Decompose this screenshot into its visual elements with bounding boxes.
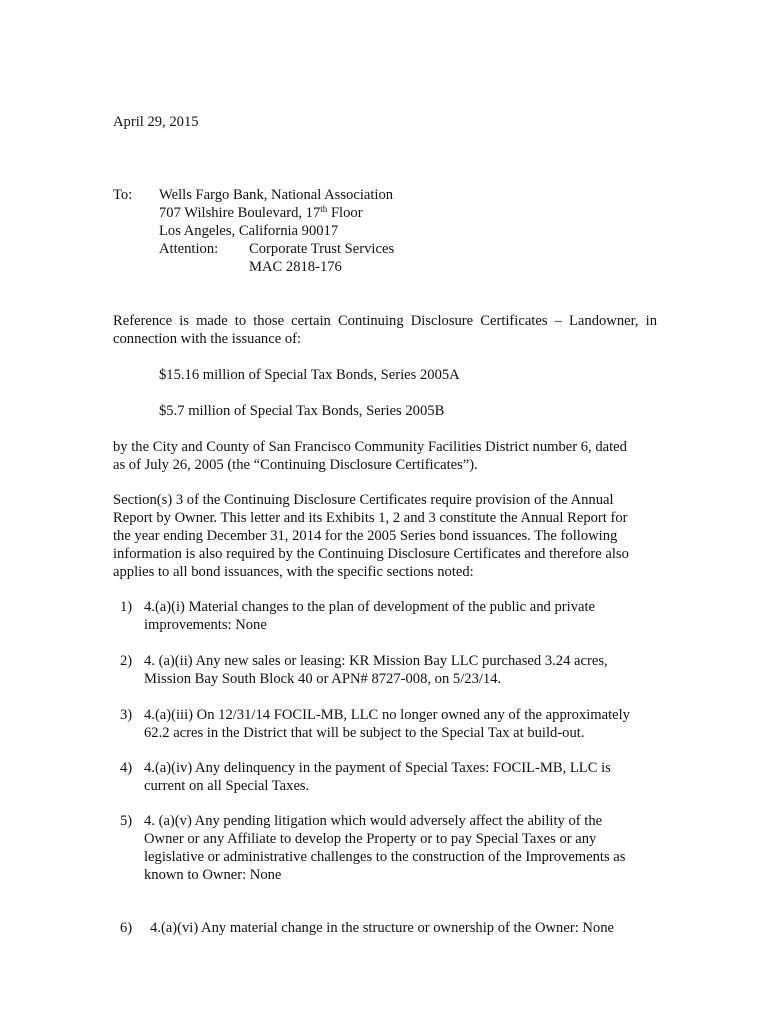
item-line: Mission Bay South Block 40 or APN# 8727-008, on 5/23/14. (144, 671, 502, 687)
attention-line-2: MAC 2818-176 (249, 259, 342, 275)
item-number: 1) (120, 599, 133, 615)
to-label: To: (113, 187, 133, 203)
attention-label: Attention: (159, 241, 219, 257)
item-line: 4.(a)(iii) On 12/31/14 FOCIL-MB, LLC no longer owned any of the approximately (144, 707, 630, 723)
item-number: 5) (120, 813, 133, 829)
district-paragraph-line-1: by the City and County of San Francisco Community Facilities District number 6, dated (113, 439, 627, 455)
item-line: 4. (a)(v) Any pending litigation which would adversely affect the ability of the (144, 813, 603, 829)
section-paragraph-line-4: information is also required by the Continuing Disclosure Certificates and therefore also (113, 546, 629, 562)
letter-date: April 29, 2015 (113, 114, 199, 130)
item-number: 6) (120, 920, 133, 936)
item-line: legislative or administrative challenges to the construction of the Improvements as (144, 849, 626, 865)
reference-paragraph: Reference is made to those certain Continuing Disclosure Certificates – Landowner, in connection with the issuance of: (113, 313, 657, 347)
section-paragraph-line-3: the year ending December 31, 2014 for the 2005 Series bond issuances. The following (113, 528, 618, 544)
address-ordinal: th (320, 204, 328, 214)
district-paragraph-line-2: as of July 26, 2005 (the “Continuing Disclosure Certificates”). (113, 457, 478, 473)
address-street: 707 Wilshire Boulevard, 17 (159, 205, 321, 221)
attention-line-1: Corporate Trust Services (249, 241, 395, 257)
item-line: Owner or any Affiliate to develop the Property or to pay Special Taxes or any (144, 831, 597, 847)
item-line: improvements: None (144, 617, 267, 633)
section-paragraph-line-2: Report by Owner. This letter and its Exhibits 1, 2 and 3 constitute the Annual Report for (113, 510, 628, 526)
item-line: known to Owner: None (144, 867, 282, 883)
item-line: 4.(a)(iv) Any delinquency in the payment of Special Taxes: FOCIL-MB, LLC is (144, 760, 611, 776)
section-paragraph-line-1: Section(s) 3 of the Continuing Disclosure Certificates require provision of the Annual (113, 492, 614, 508)
item-line: 4.(a)(i) Material changes to the plan of development of the public and private (144, 599, 596, 615)
item-line: current on all Special Taxes. (144, 778, 310, 794)
item-number: 4) (120, 760, 133, 776)
recipient-city: Los Angeles, California 90017 (159, 223, 339, 239)
item-line: 4. (a)(ii) Any new sales or leasing: KR Mission Bay LLC purchased 3.24 acres, (144, 653, 608, 669)
address-floor: Floor (327, 205, 363, 221)
bond-series-a: $15.16 million of Special Tax Bonds, Series 2005A (159, 367, 460, 383)
item-line: 4.(a)(vi) Any material change in the structure or ownership of the Owner: None (150, 920, 615, 936)
recipient-address (159, 204, 363, 222)
item-number: 3) (120, 707, 133, 723)
recipient-name: Wells Fargo Bank, National Association (159, 187, 394, 203)
section-paragraph-line-5: applies to all bond issuances, with the specific sections noted: (113, 564, 474, 580)
item-line: 62.2 acres in the District that will be subject to the Special Tax at build-out. (144, 725, 585, 741)
item-number: 2) (120, 653, 133, 669)
bond-series-b: $5.7 million of Special Tax Bonds, Series 2005B (159, 403, 445, 419)
